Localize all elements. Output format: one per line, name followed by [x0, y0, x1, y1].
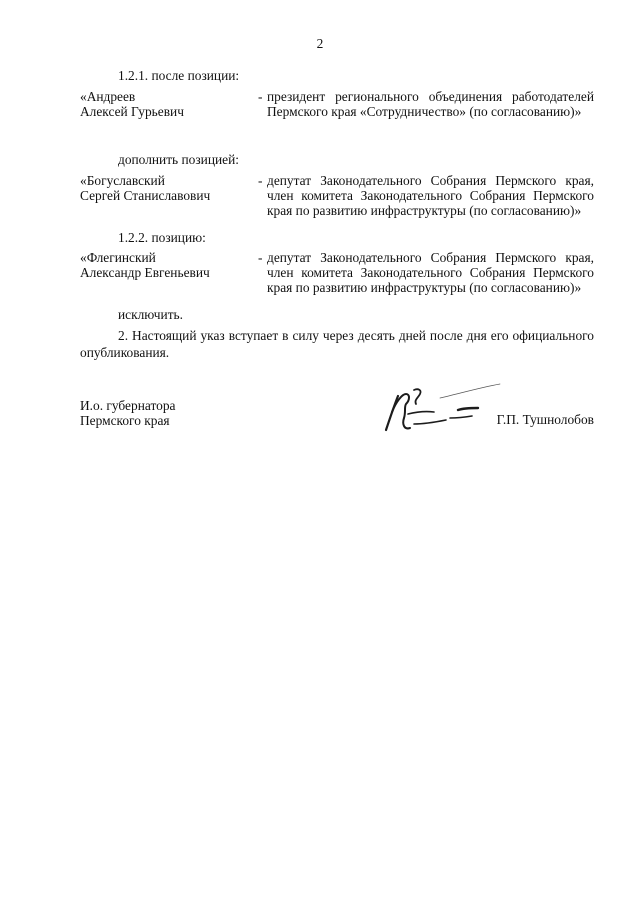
entry-description-text: депутат Законодательного Собрания Пермского края, член комитета Законодательного Собрания Пермского края по развитию инфраструктуры (по согласованию)» [267, 173, 594, 218]
entry-description [258, 250, 594, 295]
signatory-name: Г.П. Тушнолобов [496, 412, 594, 427]
entry-andreev [80, 89, 594, 119]
entry-name [80, 89, 258, 119]
entry-dash: - [258, 173, 263, 188]
signatory-title [80, 398, 175, 428]
signatory-title-line1: И.о. губернатора [80, 398, 176, 413]
entry-name-given: Сергей Станиславович [80, 188, 211, 203]
entry-boguslavsky [80, 173, 594, 218]
entry-description-text: депутат Законодательного Собрания Пермского края, член комитета Законодательного Собрания Пермского края по развитию инфраструктуры (по согласованию)» [267, 250, 594, 295]
entry-name-given: Александр Евгеньевич [80, 265, 210, 280]
section-1-2-2-heading: 1.2.2. позицию: [118, 230, 206, 245]
entry-fleginsky [80, 250, 594, 295]
signature-block [80, 398, 594, 450]
section-1-2-1-heading: 1.2.1. после позиции: [118, 68, 240, 83]
entry-name-surname: «Флегинский [80, 250, 156, 265]
entry-dash: - [258, 89, 263, 104]
entry-name-surname: «Богуславский [80, 173, 165, 188]
entry-description [258, 173, 594, 218]
entry-name-given: Алексей Гурьевич [80, 104, 184, 119]
exclude-label: исключить. [118, 307, 183, 322]
entry-description [258, 89, 594, 119]
entry-dash: - [258, 250, 263, 265]
entry-description-text: президент регионального объединения работодателей Пермского края «Сотрудничество» (по согласованию)» [267, 89, 594, 119]
paragraph-effective-date: 2. Настоящий указ вступает в силу через десять дней после дня его официального опубликования. [80, 328, 594, 360]
handwritten-signature [380, 378, 510, 442]
signatory-title-line2: Пермского края [80, 413, 170, 428]
entry-name [80, 250, 258, 295]
entry-name-surname: «Андреев [80, 89, 136, 104]
entry-name [80, 173, 258, 218]
add-position-label: дополнить позицией: [118, 152, 239, 167]
page-number: 2 [316, 36, 324, 51]
